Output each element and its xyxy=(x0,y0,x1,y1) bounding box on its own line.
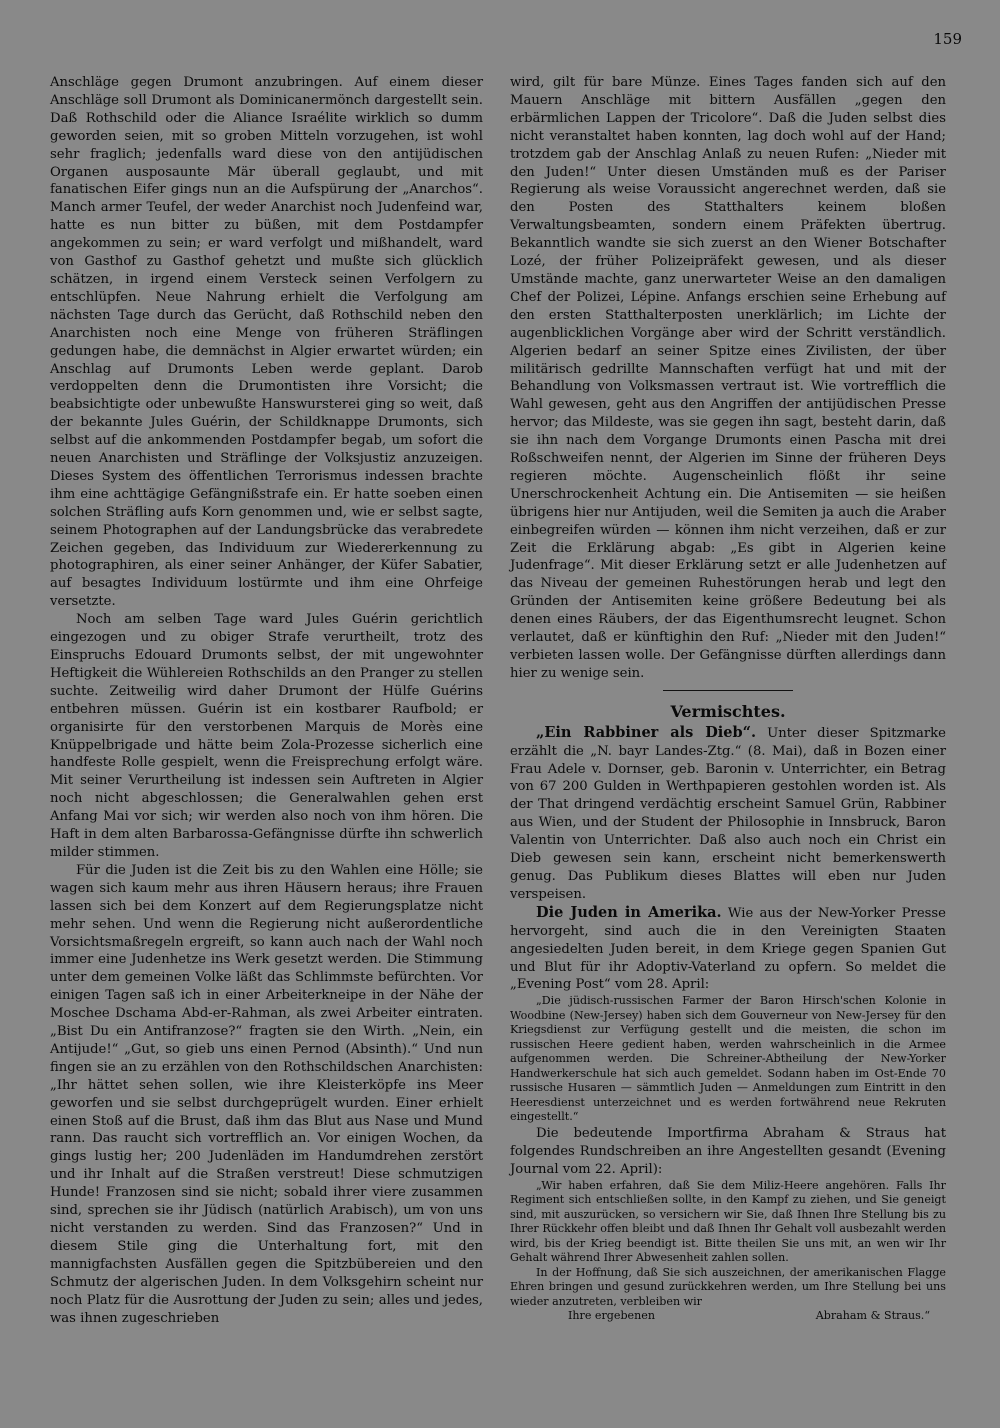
signature-name: Abraham & Straus.“ xyxy=(815,1309,930,1323)
article-text: Wie aus der New-Yorker Presse hervorgeht, sind auch die in den Vereinigten Staaten angesiedelten Juden bereit, in dem Kriege gegen Spanien Gut und Blut für ihr Adoptiv-Vaterland zu opfern. So meldet die „Evening Post“ vom 28. April: xyxy=(510,905,946,993)
article-text: Unter dieser Spitzmarke erzählt die „N. bayr Landes-Ztg.“ (8. Mai), daß in Bozen einer Frau Adele v. Dornser, geb. Baronin v. Unterrichter, ein Betrag von 67 200 Gulden in Werthpapieren gestohlen worden ist. Als der That dringend verdächtig erscheint Samuel Grün, Rabbiner aus Wien, und der Student der Philosophie in Innsbruck, Baron Valentin von Unterrichter. Daß also auch noch ein Christ ein Dieb gewesen sein kann, erscheint nicht bemerkenswerth genug. Das Publikum dieses Blattes will eben nur Juden verspeisen. xyxy=(510,725,946,902)
article-amerika xyxy=(510,904,946,995)
article-rabbiner xyxy=(510,724,946,904)
quotation: „Die jüdisch-russischen Farmer der Baron Hirsch'schen Kolonie in Woodbine (New-Jersey) haben sich dem Gouverneur von New-Jersey für den Kriegsdienst zur Verfügung gestellt und die meisten, die schon im russischen Heere gedient haben, werden wahrscheinlich in die Armee aufgenommen werden. Die Schreiner-Abtheilung der New-Yorker Handwerkerschule hat sich auch gemeldet. Sodann haben im Ost-Ende 70 russische Husaren — sämmtlich Juden — Anmeldungen zum Eintritt in den Heeresdienst unterzeichnet und es werden fortwährend neue Rekruten eingestellt.“ xyxy=(510,994,946,1124)
paragraph: Für die Juden ist die Zeit bis zu den Wahlen eine Hölle; sie wagen sich kaum mehr aus ihren Häusern heraus; ihre Frauen lassen sich bei dem Konzert auf dem Regierungsplatze nicht mehr sehen. Und wenn die Regierung nicht außerordentliche Vorsichtsmaßregeln ergreift, so kann auch nach der Wahl noch immer eine Judenhetze ins Werk gesetzt werden. Die Stimmung unter dem gemeinen Volke läßt das Schlimmste befürchten. Vor einigen Tagen saß ich in einer Arbeiterkneipe in der Nähe der Moschee Dschama Abd-er-Rahman, als zwei Arbeiter eintraten. „Bist Du ein Antifranzose?“ fragten sie den Wirth. „Nein, ein Antijude!“ „Gut, so gieb uns einen Pernod (Absinth).“ Und nun fingen sie an zu erzählen von den Rothschildschen Anarchisten: „Ihr hättet sehen sollen, wie ihre Kleisterköpfe ins Meer geworfen und sie selbst durchgeprügelt wurden. Einer erhielt einen Stoß auf die Brust, daß ihm das Blut aus Nase und Mund rann. Das raucht sich vortrefflich an. Vor einigen Wochen, da gings lustig her; 200 Judenläden im Handumdrehen zerstört und ihr Inhalt auf die Straßen verstreut! Diese schmutzigen Hunde! Franzosen sind sie nicht; sobald ihrer viere zusammen sind, sprechen sie ihr Jüdisch (natürlich Arabisch), um von uns nicht verstanden zu werden. Sind das Franzosen?“ Und in diesem Stile ging die Unterhaltung fort, mit den mannigfachsten Ausfällen gegen die Spitzbübereien und den Schmutz der algerischen Juden. In dem Volksgehirn scheint nur noch Platz für die Ausrottung der Juden zu sein; alles und jedes, was ihnen zugeschrieben xyxy=(50,862,483,1326)
letter-signature xyxy=(510,1309,946,1324)
section-heading: Vermischtes. xyxy=(670,701,786,721)
article-headline: Die Juden in Amerika. xyxy=(536,903,722,921)
letter-paragraph: „Wir haben erfahren, daß Sie dem Miliz-Heere angehören. Falls Ihr Regiment sich entschließen sollte, in den Kampf zu ziehen, und Sie geneigt sind, mit auszurücken, so versichern wir Sie, daß Ihnen Ihre Stellung bis zu Ihrer Rückkehr offen bleibt und daß Ihnen Ihr Gehalt voll ausbezahlt werden wird, bis der Krieg beendigt ist. Bitte theilen Sie uns mit, an wen wir Ihr Gehalt während Ihrer Abwesenheit zahlen sollen. xyxy=(510,1178,946,1265)
paragraph: Noch am selben Tage ward Jules Guérin gerichtlich eingezogen und zu obiger Strafe verurtheilt, trotz des Einspruchs Edouard Drumonts selbst, der mit ungewohnter Heftigkeit die Wühlereien Rothschilds an den Pranger zu stellen suchte. Zeitweilig wird daher Drumont der Hülfe Guérins entbehren müssen. Guérin ist ein kostbarer Raufbold; er organisirte für den verstorbenen Marquis de Morès eine Knüppelbrigade und hätte beim Zola-Prozesse sicherlich eine handfeste Rolle gespielt, wenn die Freisprechung erfolgt wäre. Mit seiner Verurtheilung ist indessen sein Auftreten in Algier noch nicht abgeschlossen; die Generalwahlen gehen erst Anfang Mai vor sich; wir werden also noch von ihm hören. Die Haft in dem alten Barbarossa-Gefängnisse dürfte ihn schwerlich milder stimmen. xyxy=(50,612,483,860)
page-number: 159 xyxy=(933,30,962,48)
signature-closing: Ihre ergebenen xyxy=(568,1309,655,1323)
paragraph: wird, gilt für bare Münze. Eines Tages fanden sich auf den Mauern Anschläge mit bittern Ausfällen „gegen den erbärmlichen Lappen der Tricolore“. Daß die Juden selbst dies nicht veranstaltet haben konnten, lag doch wohl auf der Hand; trotzdem gab der Anschlag Anlaß zu neuen Rufen: „Nieder mit den Juden!“ Unter diesen Umständen muß es der Pariser Regierung als weise Voraussicht angerechnet werden, daß sie den Posten des Statthalters keinem bloßen Verwaltungsbeamten, sondern einem Präfekten übertrug. Bekanntlich wandte sie sich zuerst an den Wiener Botschafter Lozé, der früher Polizeipräfekt gewesen, und als dieser Umstände machte, ganz unerwarteter Weise an den damaligen Chef der Polizei, Lépine. Anfangs erschien seine Erhebung auf den ersten Statthalterposten unerklärlich; im Lichte der augenblicklichen Vorgänge aber wird der Schritt verständlich. Algerien bedarf an seiner Spitze eines Zivilisten, der über militärisch gedrillte Mannschaften verfügt hat und mit der Behandlung von Volksmassen vertraut ist. Wie vortrefflich die Wahl gewesen, geht aus den Angriffen der antijüdischen Presse hervor; das Mildeste, was sie gegen ihn sagt, besteht darin, daß sie ihn nach dem Vorgange Drumonts einen Pascha mit drei Roßschweifen nennt, der Algerien im Sinne der früheren Deys regieren möchte. Augenscheinlich flößt ihr seine Unerschrockenheit Achtung ein. Die Antisemiten — sie heißen übrigens hier nur Antijuden, weil die Semiten ja auch die Araber einbegreifen würden — können ihm nicht verzeihen, daß er zur Zeit die Erklärung abgab: „Es gibt in Algerien keine Judenfrage“. Mit dieser Erklärung setzt er alle Judenhetzen auf das Niveau der gemeinen Ruhestörungen herab und legt den Gründen der Antisemiten keine größere Bedeutung bei als denen eines Räubers, der das Eigenthumsrecht leugnet. Schon verlautet, daß er künftighin den Ruf: „Nieder mit den Juden!“ verbieten lassen wolle. Der Gefängnisse dürften allerdings dann hier zu wenige sein. xyxy=(510,75,946,681)
paragraph: Die bedeutende Importfirma Abraham & Straus hat folgendes Rundschreiben an ihre Angestellten gesandt (Evening Journal vom 22. April): xyxy=(510,1125,946,1177)
letter-paragraph: In der Hoffnung, daß Sie sich auszeichnen, der amerikanischen Flagge Ehren bringen und gesund zurückkehren werden, um Ihre Stellung bei uns wieder anzutreten, verbleiben wir xyxy=(510,1265,946,1308)
section-divider xyxy=(663,690,793,691)
left-column xyxy=(50,74,483,1327)
article-headline: „Ein Rabbiner als Dieb“. xyxy=(536,723,757,741)
right-column xyxy=(510,74,946,1324)
paragraph: Anschläge gegen Drumont anzubringen. Auf einem dieser Anschläge soll Drumont als Dominicanermönch dargestellt sein. Daß Rothschild oder die Aliance Israélite wirklich so dumm geworden seien, mit so groben Mitteln vorzugehen, ist wohl sehr fraglich; jedenfalls ward diese von den antijüdischen Organen ausposaunte Mär überall geglaubt, und mit fanatischen Eifer gings nun an die Aufspürung der „Anarchos“. Manch armer Teufel, der weder Anarchist noch Judenfeind war, hatte es nun bitter zu büßen, mit dem Postdampfer angekommen zu sein; er ward verfolgt und mißhandelt, ward von Gasthof zu Gasthof gehetzt und mußte sich glücklich schätzen, in irgend einem Versteck seinen Verfolgern zu entschlüpfen. Neue Nahrung erhielt die Verfolgung am nächsten Tage durch das Gerücht, daß Rothschild neben den Anarchisten noch eine Menge von früheren Sträflingen gedungen habe, die demnächst in Algier erwartet würden; ein Anschlag auf Drumonts Leben werde geplant. Darob verdoppelten denn die Drumontisten ihre Vorsicht; die beabsichtigte oder unbewußte Hanswursterei ging so weit, daß der bekannte Jules Guérin, der Schildknappe Drumonts, sich selbst auf die ankommenden Postdampfer begab, um sofort die neuen Anarchisten und Sträflinge der Volksjustiz anzuzeigen. Dieses System des öffentlichen Terrorismus indessen brachte ihm eine achttägige Gefängnißstrafe ein. Er hatte soeben einen solchen Sträfling aufs Korn genommen und, wie er selbst sagte, seinem Photographen auf der Landungsbrücke das verabredete Zeichen gegeben, das Individuum zur Wiedererkennung zu photographiren, als einer seiner Anhänger, der Küfer Sabatier, auf besagtes Individuum lostürmte und ihm eine Ohrfeige versetzte. xyxy=(50,75,483,610)
